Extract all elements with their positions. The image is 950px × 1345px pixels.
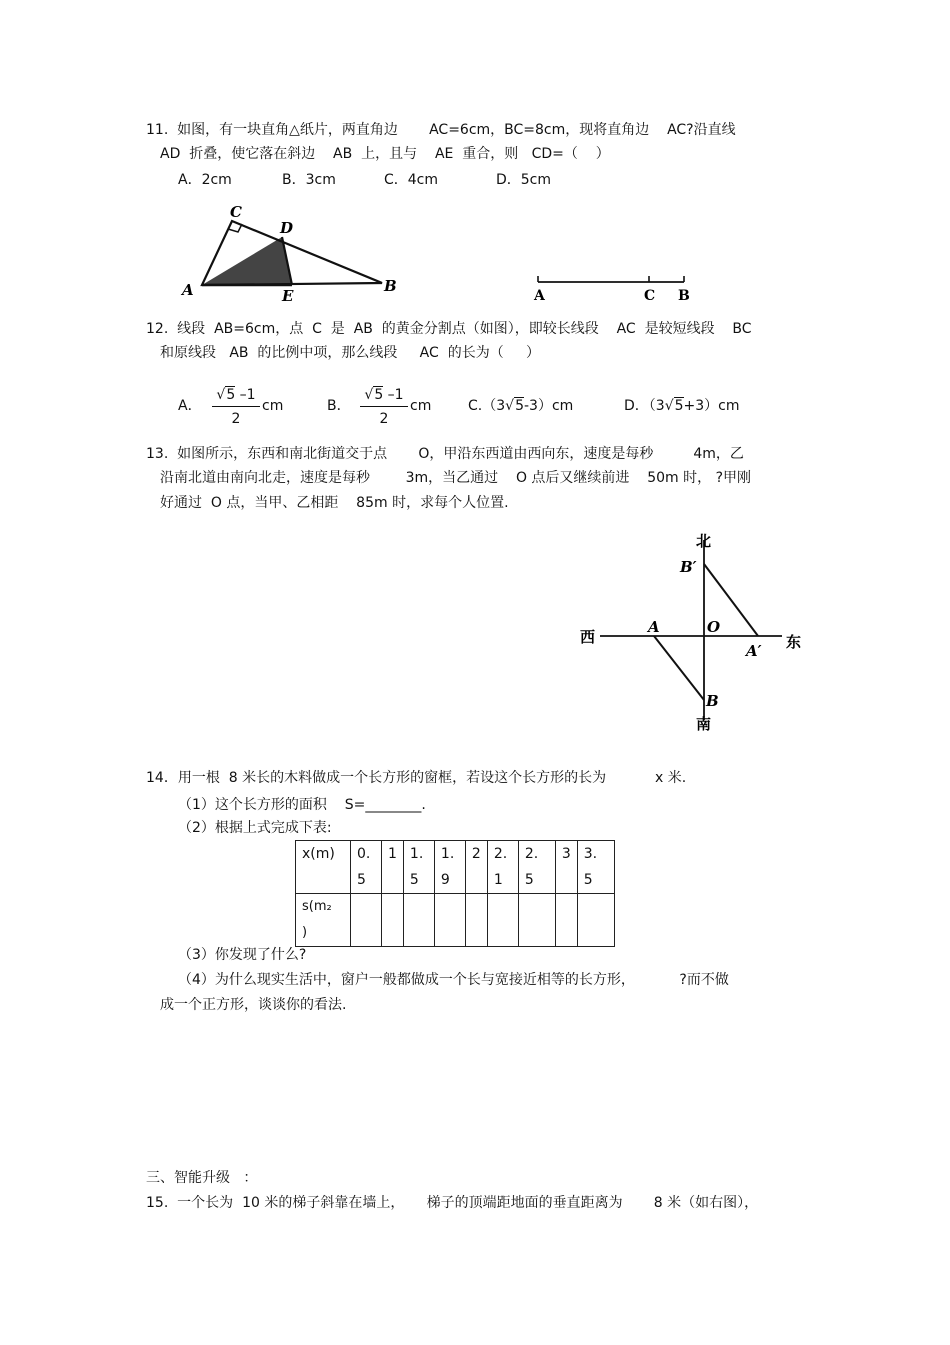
q11-label-b: B	[384, 277, 397, 295]
q13-label-aprime: A′	[746, 642, 762, 660]
q12-option-a-unit: cm	[262, 398, 284, 414]
table-cell: s(m₂ )	[296, 894, 351, 947]
table-cell: 2	[465, 841, 487, 894]
section-3-heading: 三、智能升级 ：	[146, 1170, 258, 1186]
table-row	[296, 894, 615, 947]
q12-option-a-label: A．	[178, 398, 202, 414]
table-cell	[555, 894, 577, 947]
q14-sub2: （2）根据上式完成下表:	[178, 820, 332, 836]
q13-label-north: 北	[696, 532, 712, 550]
q12-option-b-label: B．	[327, 398, 351, 414]
q11-label-d: D	[280, 219, 294, 237]
q14-sub3: （3）你发现了什么?	[178, 947, 307, 963]
q13-line1: 13. 如图所示，东西和南北街道交于点 O，甲沿东西道由西向东，速度是每秒 4m，乙	[146, 446, 744, 462]
q13-label-b: B	[706, 692, 719, 710]
table-cell	[351, 894, 382, 947]
table-cell	[403, 894, 434, 947]
q14-table	[295, 840, 615, 947]
q15-line1: 15. 一个长为 10 米的梯子斜靠在墙上， 梯子的顶端距地面的垂直距离为 8 米（如右图），	[146, 1195, 759, 1211]
q12-line2: 和原线段 AB 的比例中项，那么线段 AC 的长为（ ）	[160, 345, 540, 361]
q14-sub1: （1）这个长方形的面积 S=________.	[178, 797, 426, 813]
q12-option-b-unit: cm	[410, 398, 432, 414]
table-cell: 3	[555, 841, 577, 894]
table-cell	[382, 894, 404, 947]
table-cell: 3. 5	[577, 841, 614, 894]
q11-label-a: A	[182, 281, 194, 299]
q11-triangle-figure	[170, 195, 410, 307]
q11-line1: 11. 如图，有一块直角△纸片，两直角边 AC=6cm，BC=8cm，现将直角边 AC?沿直线	[146, 122, 736, 138]
q13-label-south: 南	[696, 715, 712, 733]
q11-option-b: B．3cm	[282, 172, 336, 188]
q12-option-a-fraction: $\frac{√5 -1}{2}$	[212, 384, 260, 429]
q12-b-num-rest: –1	[383, 387, 404, 403]
table-cell: 1. 9	[434, 841, 465, 894]
q12-a-num-rest: –1	[235, 387, 256, 403]
q12-a-radicand: 5	[226, 387, 236, 403]
table-cell	[434, 894, 465, 947]
q13-label-bprime: B′	[680, 558, 697, 576]
q11-option-c: C．4cm	[384, 172, 439, 188]
table-cell	[577, 894, 614, 947]
q12-option-c: C.（3√5-3）cm	[468, 398, 574, 414]
q12-option-d: D．（3√5+3）cm	[624, 398, 740, 414]
q12-label-a: A	[534, 288, 545, 304]
table-cell: 0. 5	[351, 841, 382, 894]
q14-sub4-line1: （4）为什么现实生活中，窗户一般都做成一个长与宽接近相等的长方形， ?而不做	[178, 972, 729, 988]
q12-line1: 12. 线段 AB=6cm，点 C 是 AB 的黄金分割点（如图），即较长线段 AC 是较短线段 BC	[146, 321, 752, 337]
q12-b-radicand: 5	[374, 387, 384, 403]
q11-option-d: D．5cm	[496, 172, 552, 188]
q14-line1: 14．用一根 8 米长的木料做成一个长方形的窗框，若设这个长方形的长为 x 米.	[146, 770, 687, 786]
q13-line3: 好通过 O 点，当甲、乙相距 85m 时，求每个人位置.	[160, 495, 509, 511]
q11-option-a: A．2cm	[178, 172, 232, 188]
table-cell: 1. 5	[403, 841, 434, 894]
table-row	[296, 841, 615, 894]
table-cell: 2. 5	[518, 841, 555, 894]
table-cell: 2. 1	[487, 841, 518, 894]
table-cell	[465, 894, 487, 947]
q11-line2: AD 折叠，使它落在斜边 AB 上，且与 AE 重合，则 CD=（ ）	[160, 146, 610, 162]
q12-segment-figure	[528, 268, 698, 308]
q13-label-o: O	[707, 618, 721, 636]
q13-line2: 沿南北道由南向北走，速度是每秒 3m，当乙通过 O 点后又继续前进 50m 时， ?甲刚	[160, 470, 751, 486]
q12-label-b: B	[678, 288, 690, 304]
q12-b-denominator: 2	[379, 411, 389, 427]
q12-a-denominator: 2	[231, 411, 241, 427]
q11-label-c: C	[230, 203, 242, 221]
q12-label-c: C	[644, 288, 656, 304]
q13-label-a: A	[648, 618, 660, 636]
q13-label-west: 西	[580, 628, 596, 646]
q11-label-e: E	[282, 287, 294, 305]
q14-sub4-line2: 成一个正方形，谈谈你的看法.	[160, 997, 347, 1013]
q12-option-b-fraction: $\frac{√5 -1}{2}$	[360, 384, 408, 429]
table-cell	[518, 894, 555, 947]
table-cell: 1	[382, 841, 404, 894]
table-cell: x(m)	[296, 841, 351, 894]
q13-crossroad-figure	[572, 528, 812, 738]
q13-label-east: 东	[786, 633, 802, 651]
table-cell	[487, 894, 518, 947]
